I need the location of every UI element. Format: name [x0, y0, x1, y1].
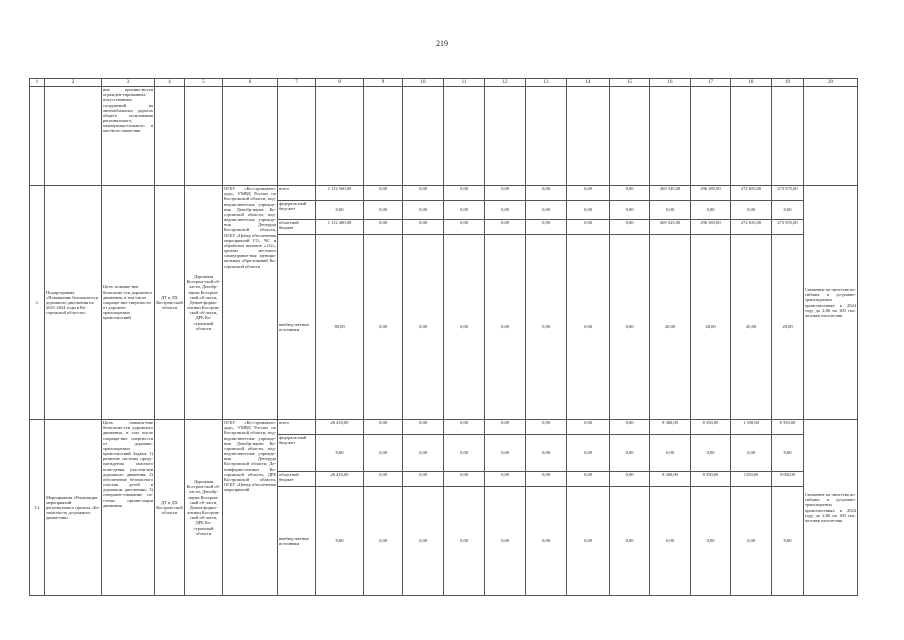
funding-value: 273 975,00 — [772, 186, 804, 201]
funding-value: 8 350,00 — [691, 420, 731, 435]
funding-value: 0,00 — [526, 420, 567, 435]
funding-value: 1 350,00 — [731, 420, 772, 435]
funding-value: 0,00 — [403, 186, 444, 201]
cell — [610, 87, 650, 186]
funding-value: 0,00 — [444, 420, 485, 435]
funding-value: 0,00 — [444, 472, 485, 487]
funding-value: 0,00 — [444, 186, 485, 201]
funding-value: 0,00 — [316, 487, 364, 596]
funding-value: 0,00 — [610, 420, 650, 435]
column-header: 17 — [691, 79, 731, 87]
funding-value: 272 635,00 — [731, 220, 772, 235]
cell — [278, 87, 316, 186]
funding-value: 296 385,00 — [691, 186, 731, 201]
funding-value: 0,00 — [567, 487, 610, 596]
column-header: 20 — [804, 79, 858, 87]
cell — [30, 87, 45, 186]
funding-value: 0,00 — [403, 201, 444, 220]
cell — [444, 87, 485, 186]
funding-source: внебюд-жетные источники — [278, 235, 316, 420]
funding-value: 0,00 — [731, 487, 772, 596]
funding-value: 20,00 — [650, 235, 691, 420]
funding-value: 0,00 — [485, 435, 526, 472]
funding-value: 0,00 — [567, 186, 610, 201]
funding-value: 0,00 — [485, 186, 526, 201]
participants: ОГБУ «Ко-стромаавто-дор», УМВД России по Костромской области, под-ведомствен-ные учрежде-ния Депобр-науки Ко-стромской области, под-ведомствен-ные учрежде-ния Дептруда Костромской области, Де-пинформо-литики Ко-стромской области, ДРБ Костромской области, ОГБУ «Центр обеспечения мероприятий — [223, 420, 278, 596]
co-executors: Дорожная Костром-ской об-ласти, Депобр-науки Костром-ской об-ласти, Депин-формо-литики Костром-ской об-ласти, ДРБ Ко-стромской области — [185, 186, 223, 420]
funding-value: 272 655,00 — [731, 186, 772, 201]
funding-value: 20,00 — [772, 235, 804, 420]
funding-source: всего — [278, 186, 316, 201]
funding-value: 0,00 — [444, 435, 485, 472]
column-header: 10 — [403, 79, 444, 87]
funding-value: 0,00 — [526, 235, 567, 420]
funding-value: 269 545,00 — [650, 186, 691, 201]
funding-value: 296 365,00 — [691, 220, 731, 235]
funding-value: 26 410,00 — [316, 472, 364, 487]
funding-value: 0,00 — [567, 220, 610, 235]
funding-value: 0,00 — [650, 487, 691, 596]
responsible-executor: ДТ и ДХ Костром-ской области — [155, 420, 185, 596]
funding-source: федераль-ный бюд-жет — [278, 201, 316, 220]
funding-value: 0,00 — [403, 435, 444, 472]
funding-value: 0,00 — [772, 201, 804, 220]
column-header: 8 — [316, 79, 364, 87]
cell — [403, 87, 444, 186]
funding-value: 0,00 — [444, 201, 485, 220]
funding-value: 0,00 — [485, 487, 526, 596]
funding-value: 0,00 — [403, 420, 444, 435]
funding-source: областной бюджет — [278, 472, 316, 487]
funding-value: 0,00 — [403, 472, 444, 487]
funding-value: 1350,00 — [731, 472, 772, 487]
funding-value: 0,00 — [403, 235, 444, 420]
program-name: Мероприятия «Реализация мероприятий регионального проекта «Бе-зопасность до-рожного движе-ния» — [45, 420, 102, 596]
responsible-executor: ДТ и ДХ Костром-ской области — [155, 186, 185, 420]
funding-value: 269 525,00 — [650, 220, 691, 235]
funding-value: 0,00 — [526, 220, 567, 235]
funding-value: 20,00 — [731, 235, 772, 420]
column-header: 3 — [102, 79, 155, 87]
funding-value: 0,00 — [364, 235, 403, 420]
funding-value: 0,00 — [444, 220, 485, 235]
funding-value: 0,00 — [567, 472, 610, 487]
funding-value: 0,00 — [444, 235, 485, 420]
funding-value: 0,00 — [691, 487, 731, 596]
funding-value: 0,00 — [731, 201, 772, 220]
column-header: 2 — [45, 79, 102, 87]
funding-value: 0,00 — [364, 220, 403, 235]
column-header: 16 — [650, 79, 691, 87]
funding-value: 0,00 — [485, 220, 526, 235]
column-header: 15 — [610, 79, 650, 87]
funding-value: 0,00 — [691, 201, 731, 220]
funding-value: 20,00 — [691, 235, 731, 420]
participants: ОГБУ «Ко-стромаавто-дор», УМВД России по Костромской области, под-ведомствен-ные учрежде-ния Депобр-науки Ко-стромской области, под-ведомствен-ные учрежде-ния Дептруда Костромской области, ОГБУ «Центр обеспечения мероприятий ГО, ЧС и обработки вызовов «112», органы местного самоуправле-ния муници-пальных обра-зований Ко-стромской области — [223, 186, 278, 420]
expected-result: Снижение ко-личества по-гибших в до-рожно-транспортных происшествиях к 2024 году до 2,86 на 100 тыс. человек населе-ния — [804, 420, 858, 596]
funding-value: 0,00 — [526, 186, 567, 201]
funding-value: 0,00 — [364, 186, 403, 201]
table-row — [30, 186, 858, 201]
funding-value: 0,00 — [364, 420, 403, 435]
funding-value: 0,00 — [316, 435, 364, 472]
funding-source: внебюд-жетные источники — [278, 487, 316, 596]
funding-value: 273 955,00 — [772, 220, 804, 235]
cell — [804, 87, 858, 186]
funding-value: 8 360,00 — [650, 420, 691, 435]
cell — [223, 87, 278, 186]
cell — [772, 87, 804, 186]
cell — [364, 87, 403, 186]
funding-value: 0,00 — [403, 487, 444, 596]
program-name: Подпрограмма «Повышение безопасности дорожного дви-жения на 2021-2024 годы в Ко-стромской обла-сти» — [45, 186, 102, 420]
funding-value: 0,00 — [772, 487, 804, 596]
funding-value: 0,00 — [610, 487, 650, 596]
cell — [567, 87, 610, 186]
funding-value: 80,00 — [316, 235, 364, 420]
funding-value: 0,00 — [526, 472, 567, 487]
funding-value: 8350,00 — [772, 472, 804, 487]
funding-source: всего — [278, 420, 316, 435]
funding-value: 0,00 — [526, 435, 567, 472]
row-number: 3.1 — [30, 420, 45, 596]
cell — [691, 87, 731, 186]
goal-cell: Цель: повыше-ние безопасно-сти дорожного движения, в том числе сокраще-ние смертности от дорожно-транспортных происшествий — [102, 186, 155, 420]
column-header: 5 — [185, 79, 223, 87]
cell — [45, 87, 102, 186]
funding-value: 0,00 — [364, 487, 403, 596]
funding-value: 0,00 — [650, 201, 691, 220]
funding-value: 0,00 — [567, 435, 610, 472]
funding-value: 0,00 — [610, 220, 650, 235]
funding-value: 0,00 — [731, 435, 772, 472]
funding-value: 0,00 — [567, 420, 610, 435]
row-number: 3. — [30, 186, 45, 420]
funding-value: 0,00 — [610, 186, 650, 201]
funding-value: 0,00 — [403, 220, 444, 235]
cell — [185, 87, 223, 186]
funding-value: 1 112 480,00 — [316, 220, 364, 235]
funding-value: 0,00 — [610, 472, 650, 487]
cell — [485, 87, 526, 186]
cell — [650, 87, 691, 186]
co-executors: Дорожная Костром-ской об-ласти, Депобр-науки Костром-ской об-ласти, Депин-формо-литики Костром-ской об-ласти, ДРБ Ко-стромской области — [185, 420, 223, 596]
column-header: 4 — [155, 79, 185, 87]
goal-cell: ние противо-ности огражден-тированных искусственных сооружений на автомобильных дорогах общего пользования регионального, межмуници-пального и местного значе-ния — [102, 87, 155, 186]
funding-value: 26 410,00 — [316, 420, 364, 435]
column-header: 12 — [485, 79, 526, 87]
table-row-continuation — [30, 87, 858, 186]
column-header: 14 — [567, 79, 610, 87]
funding-value: 0,00 — [610, 235, 650, 420]
column-header: 11 — [444, 79, 485, 87]
goal-cell: Цель: повыше-ние безопасно-сти дорожного движения, в том числе сокраще-ние смертности от дорожно-транспортных происшествий Задачи: 1) развитие системы преду-преждения опасного пове-дения участни-ков дорожного движения; 2) обеспечение безопасного участия детей в дорожном дви-жении; 3) совершен-ствование си-стемы органи-зации движения — [102, 420, 155, 596]
funding-value: 0,00 — [526, 487, 567, 596]
funding-value: 0,00 — [567, 235, 610, 420]
funding-value: 0,00 — [316, 201, 364, 220]
funding-value: 0,00 — [485, 201, 526, 220]
column-header: 9 — [364, 79, 403, 87]
funding-value: 8 350,00 — [772, 420, 804, 435]
funding-value: 8 360,00 — [650, 472, 691, 487]
funding-value: 0,00 — [691, 435, 731, 472]
column-header: 19 — [772, 79, 804, 87]
funding-value: 0,00 — [610, 201, 650, 220]
cell — [526, 87, 567, 186]
page-number: 219 — [436, 39, 448, 48]
program-table — [29, 78, 858, 596]
funding-value: 0,00 — [485, 420, 526, 435]
column-header: 6 — [223, 79, 278, 87]
funding-value: 0,00 — [610, 435, 650, 472]
table-row — [30, 420, 858, 435]
header-row — [30, 79, 858, 87]
column-header: 18 — [731, 79, 772, 87]
column-header: 1 — [30, 79, 45, 87]
funding-value: 0,00 — [526, 201, 567, 220]
funding-value: 0,00 — [364, 472, 403, 487]
funding-value: 0,00 — [567, 201, 610, 220]
funding-value: 0,00 — [364, 201, 403, 220]
cell — [155, 87, 185, 186]
funding-value: 0,00 — [364, 435, 403, 472]
expected-result: Снижение ко-личества по-гибших в до-рожно-транспортных происшествиях к 2024 году до 2,86 на 100 тыс. человек населе-ния — [804, 186, 858, 420]
funding-value: 1 112 560,00 — [316, 186, 364, 201]
column-header: 13 — [526, 79, 567, 87]
funding-value: 0,00 — [444, 487, 485, 596]
funding-source: областной бюджет — [278, 220, 316, 235]
cell — [731, 87, 772, 186]
funding-value: 8 350,00 — [691, 472, 731, 487]
funding-value: 0,00 — [772, 435, 804, 472]
funding-value: 0,00 — [650, 435, 691, 472]
cell — [316, 87, 364, 186]
funding-value: 0,00 — [485, 235, 526, 420]
funding-value: 0,00 — [485, 472, 526, 487]
funding-source: федераль-ный бюд-жет — [278, 435, 316, 472]
column-header: 7 — [278, 79, 316, 87]
